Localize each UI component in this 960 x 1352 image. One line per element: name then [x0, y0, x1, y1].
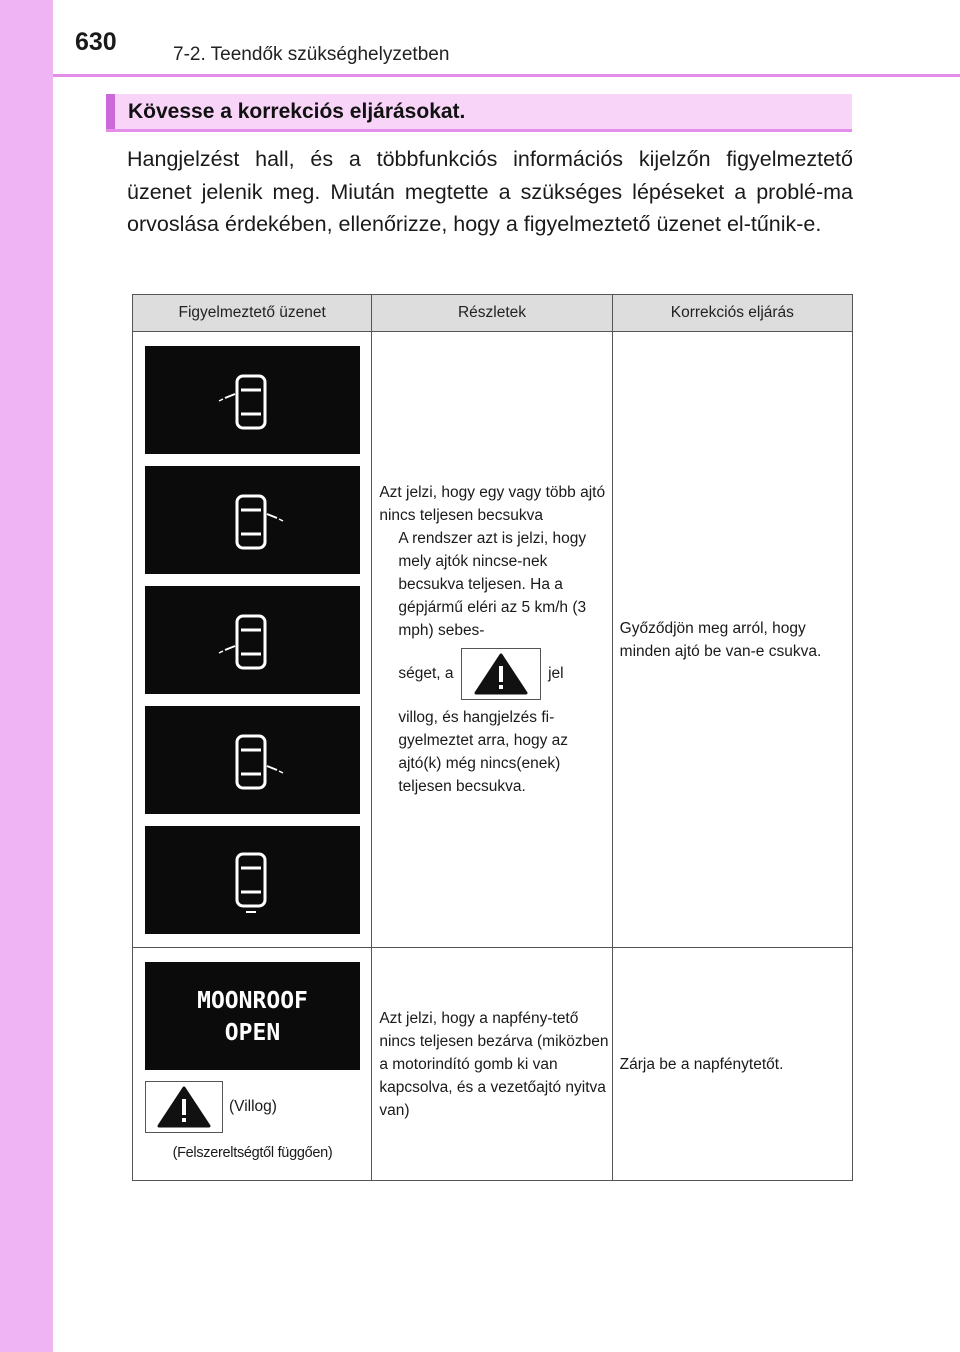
warning-triangle-icon	[461, 648, 541, 700]
side-tab-band	[0, 0, 53, 1352]
door-rear-left-icon	[145, 586, 360, 694]
optional-equipment-note: (Felszereltségtől függően)	[172, 1145, 333, 1161]
intro-paragraph: Hangjelzést hall, és a többfunkciós információs kijelzőn figyelmeztető üzenet jelenik meg. Miután megtette a szükséges lépéseket a problé-ma orvoslása érdekében, ellenőrizze, hogy a figyelmeztető üzenet el-tűnik-e.	[127, 147, 853, 236]
header-correction: Korrekciós eljárás	[612, 295, 852, 332]
table-header-row	[133, 295, 853, 332]
moonroof-screen-line1: MOONROOF	[197, 988, 308, 1014]
section-title: Kövesse a korrekciós eljárásokat.	[128, 100, 466, 123]
door-details-indent-a: A rendszer azt is jelzi, hogy mely ajtók nincse-nek becsukva teljesen. Ha a gépjármű eléri az 5 km/h (3 mph) sebes-	[398, 530, 587, 639]
door-details-indent-c: villog, és hangjelzés fi-gyelmeztet arra, hogy az ajtó(k) még nincs(enek) teljesen becsukva.	[398, 709, 569, 795]
header-rule	[53, 74, 960, 77]
moonroof-screen-cell	[133, 948, 372, 1181]
table-row	[133, 332, 853, 948]
warning-triangle-icon	[145, 1081, 223, 1133]
door-details-lead: Azt jelzi, hogy egy vagy több ajtó nincs teljesen becsukva	[379, 484, 606, 524]
table-row	[133, 948, 853, 1181]
section-accent	[106, 94, 115, 129]
door-trunk-icon	[145, 826, 360, 934]
door-front-left-icon	[145, 346, 360, 454]
flash-label: (Villog)	[229, 1098, 277, 1115]
page-number: 630	[75, 28, 117, 56]
header-warning-message: Figyelmeztető üzenet	[133, 295, 372, 332]
moonroof-correction-cell: Zárja be a napfénytetőt.	[612, 948, 852, 1181]
moonroof-screen-line2: OPEN	[224, 1020, 281, 1046]
chapter-title: 7-2. Teendők szükséghelyzetben	[173, 44, 450, 65]
moonroof-screen	[145, 962, 360, 1070]
door-correction-cell: Győződjön meg arról, hogy minden ajtó be van-e csukva.	[612, 332, 852, 948]
door-details-cell	[372, 332, 612, 948]
door-screens-cell	[133, 332, 372, 948]
door-details-indent-b-post: jel	[548, 665, 564, 683]
door-details-indent-b	[379, 648, 611, 700]
moonroof-details-cell: Azt jelzi, hogy a napfény-tető nincs teljesen bezárva (miközben a motorindító gomb ki van kapcsolva, és a vezetőajtó nyitva van)	[372, 948, 612, 1181]
warning-table	[132, 294, 853, 1181]
section-heading-bar	[106, 94, 852, 132]
header-details: Részletek	[372, 295, 612, 332]
door-rear-right-icon	[145, 706, 360, 814]
door-front-right-icon	[145, 466, 360, 574]
door-details-indent-b-pre: séget, a	[398, 665, 454, 683]
